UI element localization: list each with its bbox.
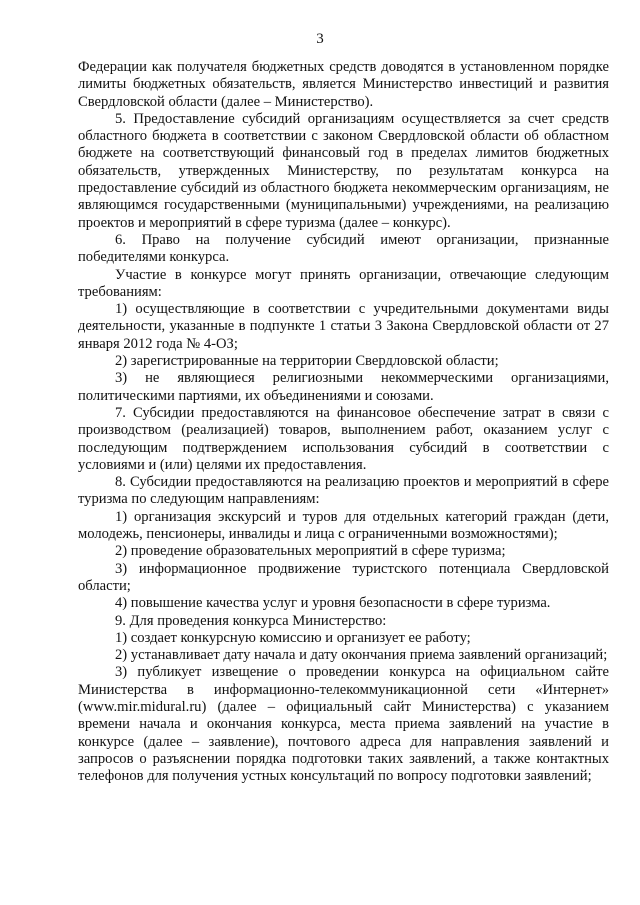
paragraph: 9. Для проведения конкурса Министерство:: [115, 612, 387, 629]
paragraph: 2) зарегистрированные на территории Свердловской области;: [115, 353, 499, 370]
paragraph: 1) организация экскурсий и туров для отдельных категорий граждан (дети, молодежь, пенсионеры, инвалиды и лица с ограниченными возможностями);: [78, 508, 609, 543]
paragraph: Федерации как получателя бюджетных средств доводятся в установленном порядке лимиты бюджетных обязательств, является Министерство инвестиций и развития Свердловской области (далее – Министерство).: [78, 59, 609, 110]
paragraph: 4) повышение качества услуг и уровня безопасности в сфере туризма.: [115, 595, 551, 612]
paragraph: 3) не являющиеся религиозными некоммерческими организациями, политическими партиями, их объединениями и союзами.: [78, 370, 609, 404]
paragraph: 3) публикует извещение о проведении конкурса на официальном сайте Министерства в информационно-телекоммуникационной сети «Интернет» (www.mir.midural.ru) (далее – официальный сайт Министерства) с указанием времени начала и окончания конкурса, места приема заявлений на участие в конкурсе (далее – заявление), почтового адреса для направления заявлений и запросов о разъяснении порядка подготовки таких заявлений, а также контактных телефонов для получения устных консультаций по вопросу подготовки заявлений;: [78, 664, 609, 785]
paragraph: 2) проведение образовательных мероприятий в сфере туризма;: [115, 543, 506, 560]
paragraph: 2) устанавливает дату начала и дату окончания приема заявлений организаций;: [115, 647, 608, 664]
paragraph: 8. Субсидии предоставляются на реализацию проектов и мероприятий в сфере туризма по следующим направлениям:: [78, 474, 609, 508]
paragraph: 3) информационное продвижение туристского потенциала Свердловской области;: [78, 560, 609, 594]
document-body: [78, 59, 609, 785]
paragraph: Участие в конкурсе могут принять организации, отвечающие следующим требованиям:: [78, 266, 609, 300]
paragraph: 7. Субсидии предоставляются на финансовое обеспечение затрат в связи с производством (реализацией) товаров, выполнением работ, оказанием услуг с последующим подтверждением использования субсидий в соответствии с условиями и (или) целями их предоставления.: [78, 404, 609, 473]
paragraph: 5. Предоставление субсидий организациям осуществляется за счет средств областного бюджета в соответствии с законом Свердловской области об областном бюджете на соответствующий финансовый год в пределах лимитов бюджетных обязательств, утвержденных Министерству, по результатам конкурса на предоставление субсидий из областного бюджета некоммерческим организациям, не являющимся государственными (муниципальными) учреждениями, на реализацию проектов и мероприятий в сфере туризма (далее – конкурс).: [78, 110, 609, 231]
paragraph: 6. Право на получение субсидий имеют организации, признанные победителями конкурса.: [78, 231, 609, 266]
paragraph: 1) создает конкурсную комиссию и организует ее работу;: [115, 629, 471, 646]
paragraph: 1) осуществляющие в соответствии с учредительными документами виды деятельности, указанные в подпункте 1 статьи 3 Закона Свердловской области от 27 января 2012 года № 4-ОЗ;: [78, 301, 609, 352]
page-number: 3: [316, 31, 324, 47]
